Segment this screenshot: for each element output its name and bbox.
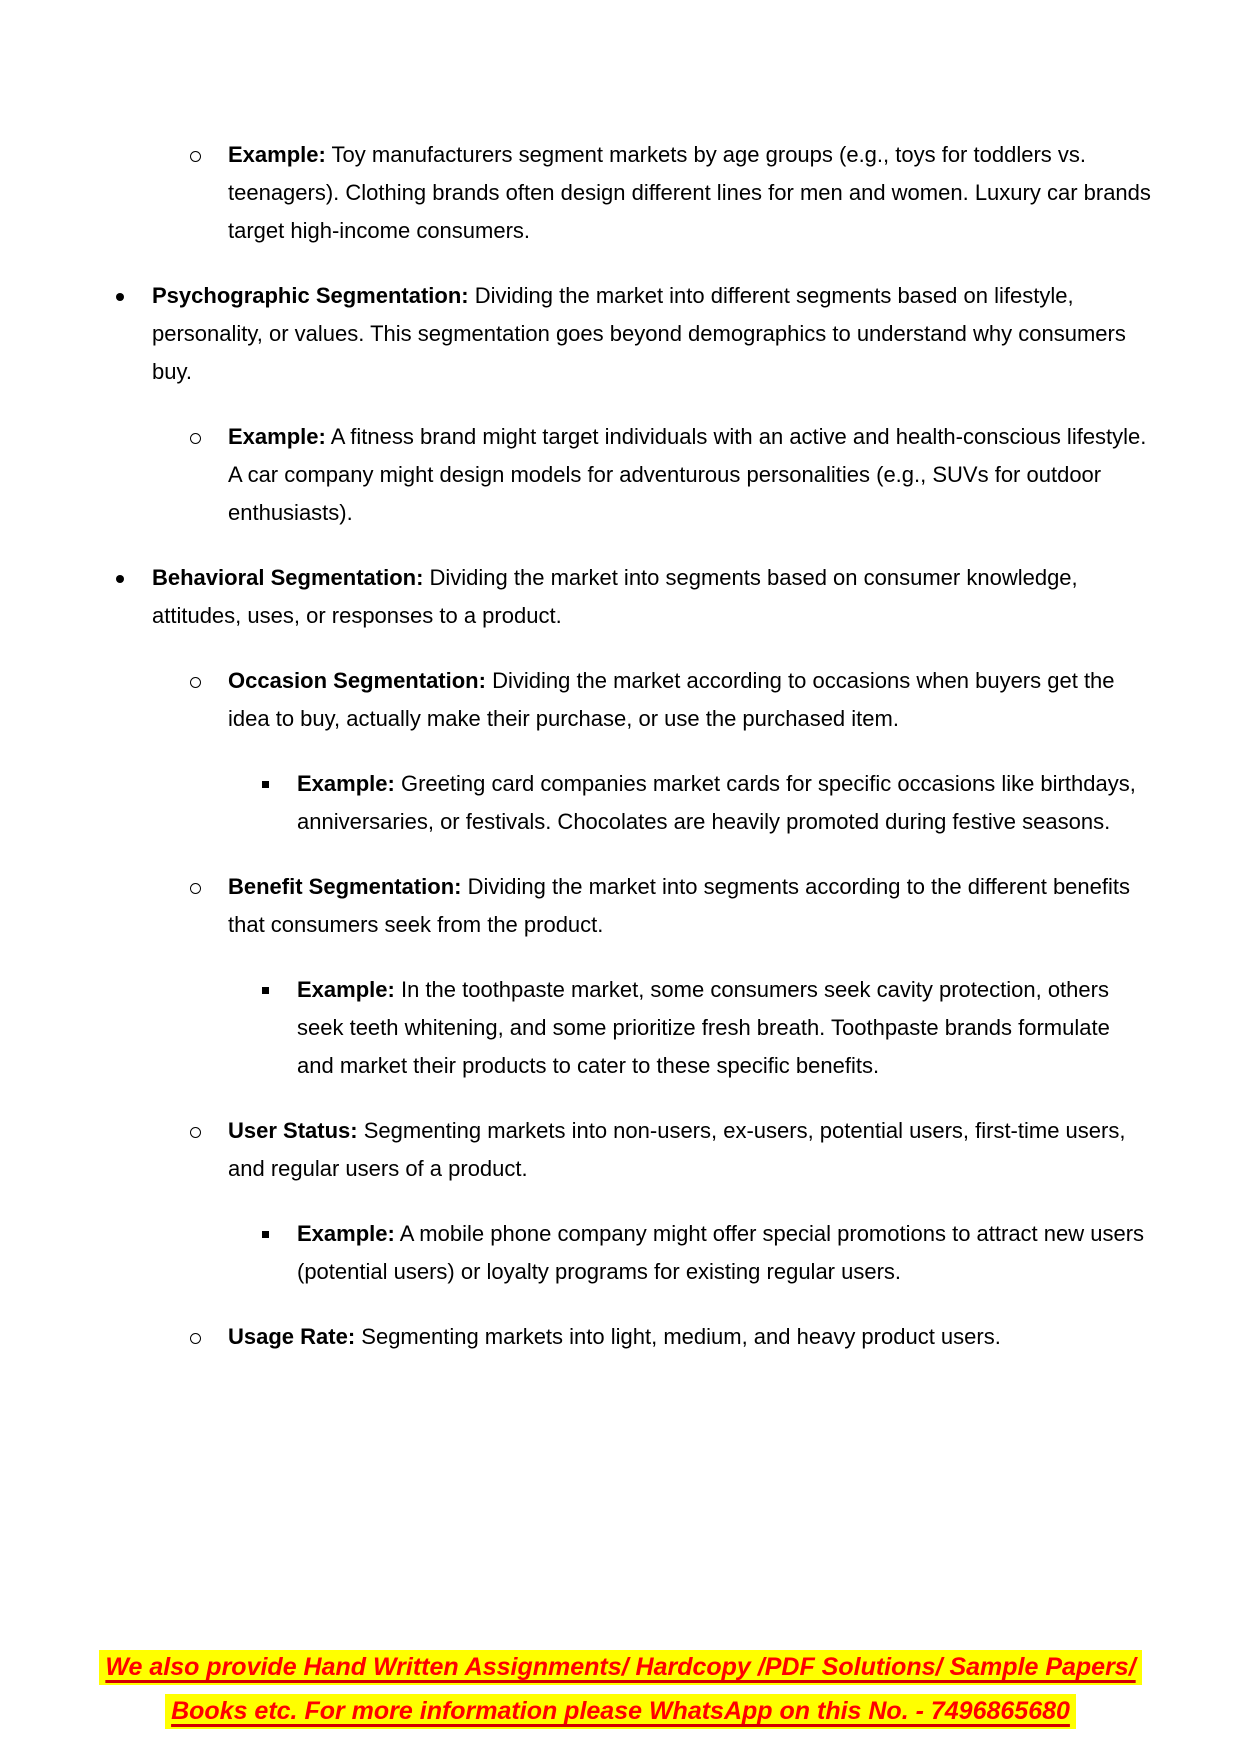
list-item-lead: Example: [297,1221,395,1246]
list-item-text: Segmenting markets into light, medium, and heavy product users. [361,1324,1001,1349]
bullet-circle-icon [190,883,201,894]
bullet-disc-icon [116,575,124,583]
list-item [0,277,1152,391]
list-item-text: Dividing the market into segments according to the different benefits that consumers seek from the product. [228,874,1130,937]
list-item [0,1318,1152,1356]
list-item [0,868,1152,944]
document-body [0,136,1152,1383]
bullet-circle-icon [190,433,201,444]
list-item-lead: Example: [297,771,395,796]
list-item [0,559,1152,635]
list-item [0,765,1152,841]
list-item [0,136,1152,250]
promo-footer [0,1645,1241,1733]
promo-footer-text: Books etc. For more information please WhatsApp on this No. - 7496865680 [165,1694,1076,1729]
list-item-text: In the toothpaste market, some consumers seek cavity protection, others seek teeth whitening, and some prioritize fresh breath. Toothpaste brands formulate and market their products to cater to these specific benefits. [297,977,1110,1078]
bullet-disc-icon [116,293,124,301]
list-item-text: Dividing the market according to occasions when buyers get the idea to buy, actually make their purchase, or use the purchased item. [228,668,1115,731]
bullet-square-icon [262,987,269,994]
list-item-lead: Example: [228,142,326,167]
list-item-text: Greeting card companies market cards for specific occasions like birthdays, anniversaries, or festivals. Chocolates are heavily promoted during festive seasons. [297,771,1136,834]
list-item-text: A mobile phone company might offer special promotions to attract new users (potential users) or loyalty programs for existing regular users. [297,1221,1145,1284]
list-item [0,971,1152,1085]
promo-footer-line-2 [0,1689,1241,1733]
promo-footer-text: We also provide Hand Written Assignments/ Hardcopy /PDF Solutions/ Sample Papers/ [99,1650,1141,1685]
bullet-square-icon [262,1231,269,1238]
list-item-lead: Example: [297,977,395,1002]
bullet-circle-icon [190,1127,201,1138]
list-item-lead: Occasion Segmentation: [228,668,486,693]
list-item-lead: User Status: [228,1118,358,1143]
promo-footer-line-1 [0,1645,1241,1689]
list-item-text: Toy manufacturers segment markets by age groups (e.g., toys for toddlers vs. teenagers). Clothing brands often design different lines for men and women. Luxury car brands target high-income consumers. [228,142,1151,243]
list-item-text: Dividing the market into different segments based on lifestyle, personality, or values. This segmentation goes beyond demographics to understand why consumers buy. [152,283,1126,384]
list-item-lead: Example: [228,424,326,449]
list-item-lead: Usage Rate: [228,1324,356,1349]
list-item-text: A fitness brand might target individuals with an active and health-conscious lifestyle. A car company might design models for adventurous personalities (e.g., SUVs for outdoor enthusiasts). [228,424,1147,525]
list-item [0,418,1152,532]
list-item [0,1215,1152,1291]
list-item-lead: Psychographic Segmentation: [152,283,469,308]
bullet-circle-icon [190,1333,201,1344]
list-item-text: Segmenting markets into non-users, ex-users, potential users, first-time users, and regular users of a product. [228,1118,1126,1181]
bullet-circle-icon [190,677,201,688]
list-item-lead: Behavioral Segmentation: [152,565,424,590]
bullet-circle-icon [190,151,201,162]
list-item [0,1112,1152,1188]
bullet-square-icon [262,781,269,788]
list-item-text: Dividing the market into segments based on consumer knowledge, attitudes, uses, or responses to a product. [152,565,1078,628]
list-item [0,662,1152,738]
list-item-lead: Benefit Segmentation: [228,874,462,899]
